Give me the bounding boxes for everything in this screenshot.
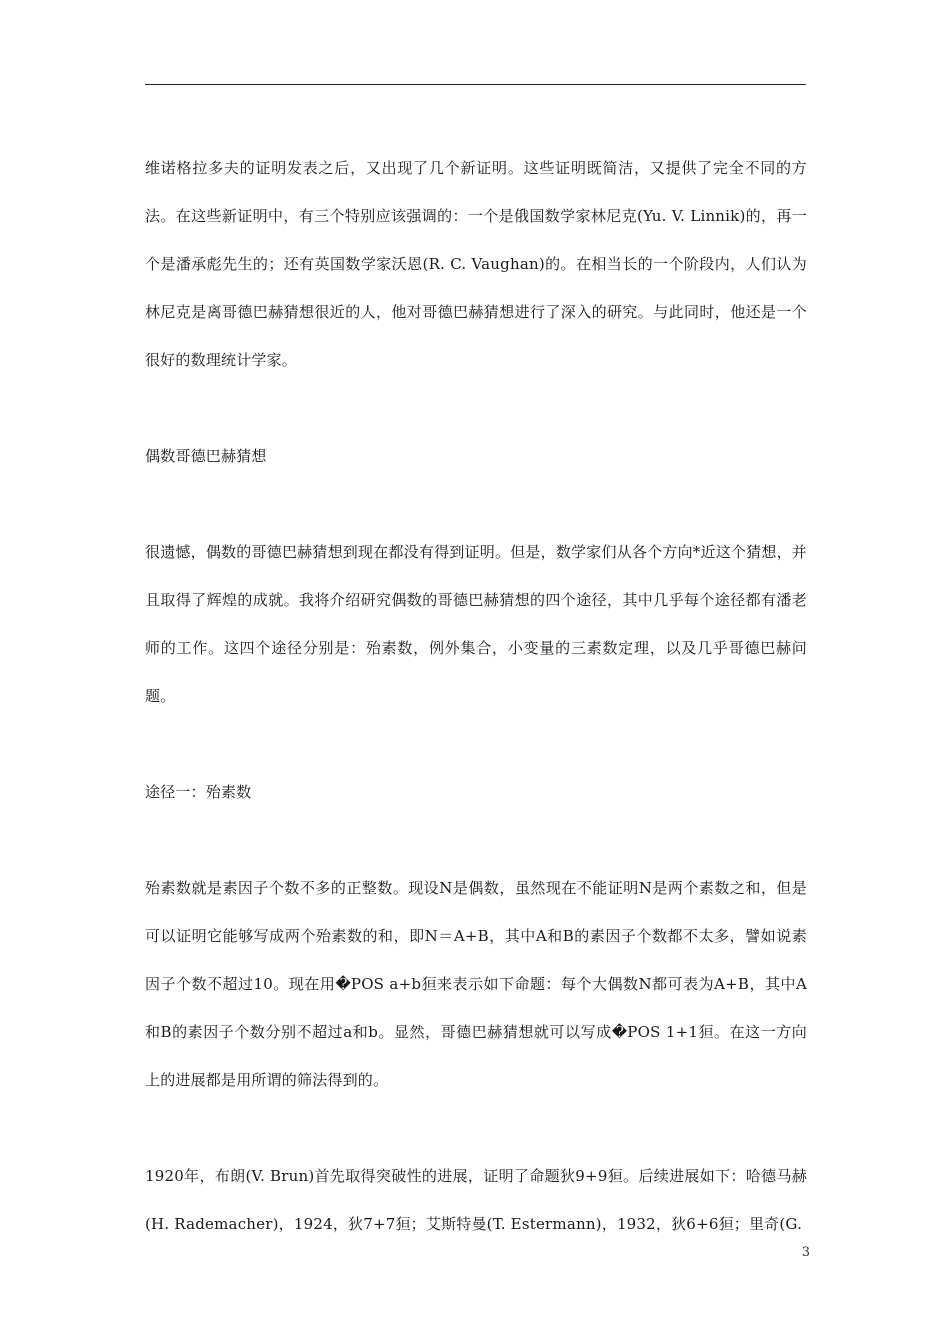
document-body bbox=[145, 144, 807, 1248]
page-number: 3 bbox=[801, 1245, 810, 1260]
paragraph-new-proofs: 维诺格拉多夫的证明发表之后，又出现了几个新证明。这些证明既简洁，又提供了完全不同的方法。在这些新证明中，有三个特别应该强调的：一个是俄国数学家林尼克(Yu. V. Linnik)的，再一个是潘承彪先生的；还有英国数学家沃恩(R. C. Vaughan)的。在相当长的一个阶段内，人们认为林尼克是离哥德巴赫猜想很近的人，他对哥德巴赫猜想进行了深入的研究。与此同时，他还是一个很好的数理统计学家。 bbox=[145, 159, 807, 369]
section-heading-almost-primes: 途径一：殆素数 bbox=[145, 783, 252, 801]
paragraph-history-progress: 1920年，布朗(V. Brun)首先取得突破性的进展，证明了命题狄9+9狟。后续进展如下：哈德马赫(H. Rademacher)，1924，狄7+7狟；艾斯特曼(T. Estermann)，1932，狄6+6狟；里奇(G. bbox=[145, 1167, 807, 1233]
section-heading-even-goldbach: 偶数哥德巴赫猜想 bbox=[145, 447, 267, 465]
paragraph-four-approaches: 很遗憾，偶数的哥德巴赫猜想到现在都没有得到证明。但是，数学家们从各个方向*近这个猜想，并且取得了辉煌的成就。我将介绍研究偶数的哥德巴赫猜想的四个途径，其中几乎每个途径都有潘老师的工作。这四个途径分别是：殆素数，例外集合，小变量的三素数定理，以及几乎哥德巴赫问题。 bbox=[145, 543, 807, 705]
header-rule bbox=[145, 84, 806, 85]
paragraph-almost-primes: 殆素数就是素因子个数不多的正整数。现设N是偶数，虽然现在不能证明N是两个素数之和，但是可以证明它能够写成两个殆素数的和，即N＝A+B，其中A和B的素因子个数都不太多，譬如说素因子个数不超过10。现在用�POS a+b狟来表示如下命题：每个大偶数N都可表为A+B，其中A和B的素因子个数分别不超过a和b。显然，哥德巴赫猜想就可以写成�POS 1+1狟。在这一方向上的进展都是用所谓的筛法得到的。 bbox=[145, 879, 807, 1089]
